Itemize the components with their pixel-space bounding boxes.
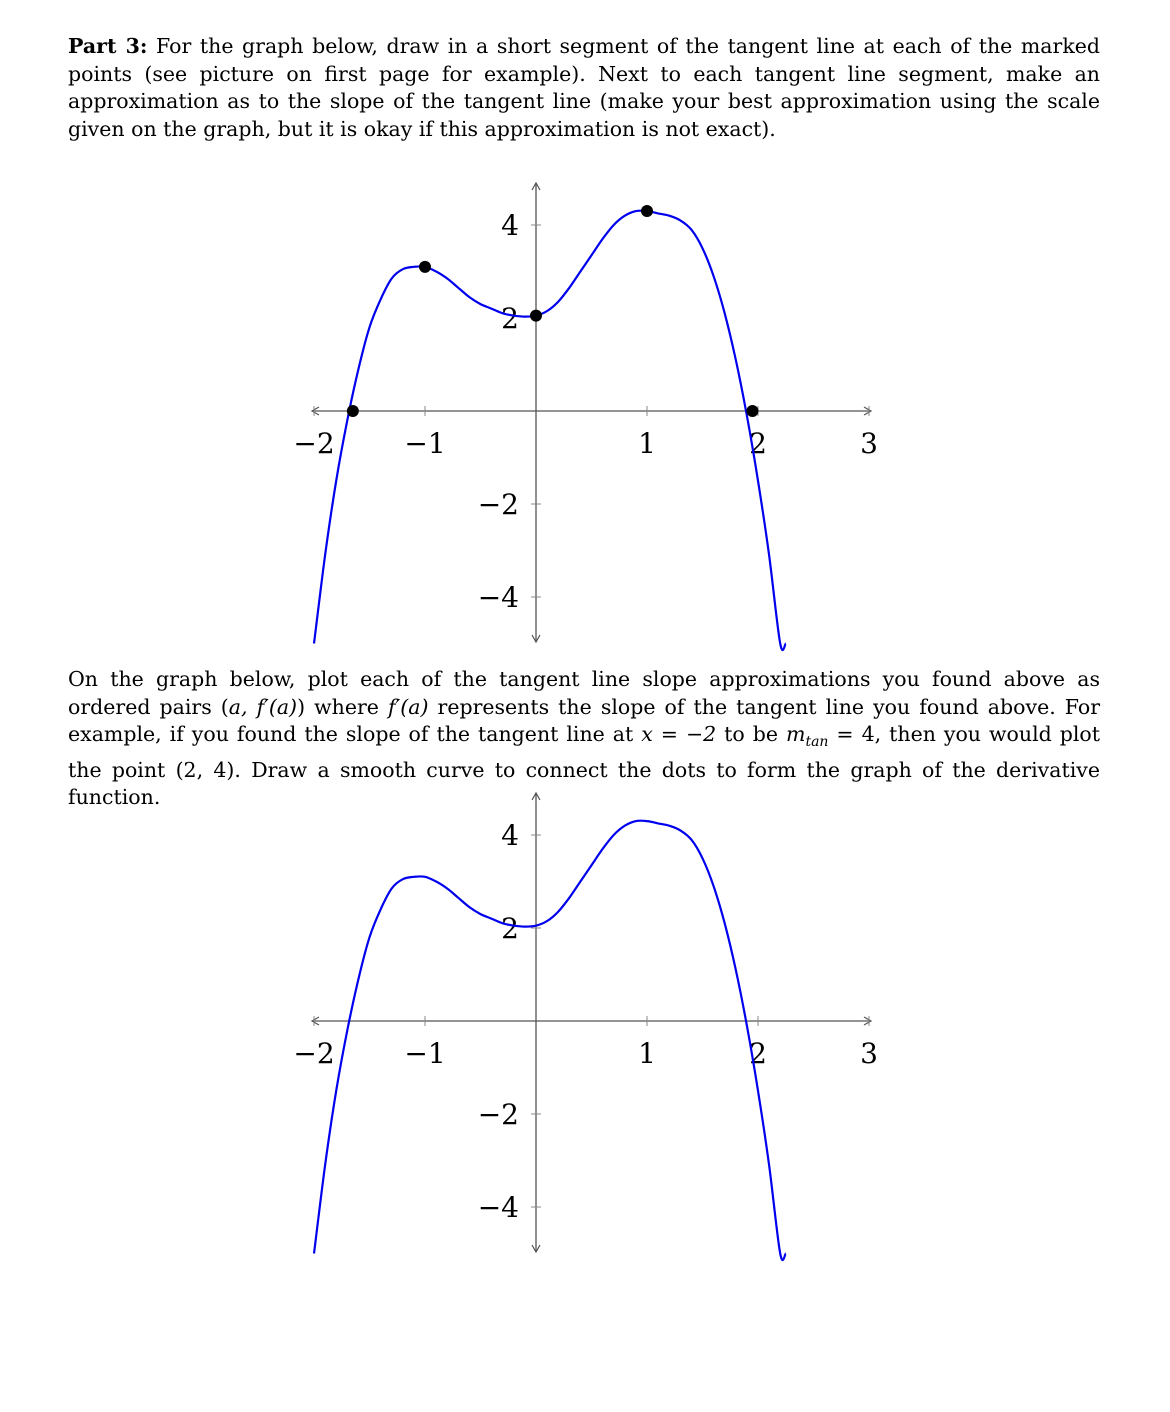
- x-tick-label: 1: [638, 427, 656, 460]
- deriv-point: (2, 4): [175, 757, 235, 782]
- y-tick-label: −4: [477, 581, 519, 614]
- deriv-text-c: represents the slope of the tangent line you found above. For example, if you found the slope of the tangent line at: [68, 694, 1101, 747]
- derivative-graph: [0, 785, 1170, 1265]
- y-tick-label: 2: [501, 302, 519, 335]
- y-tick-label: −2: [477, 488, 519, 521]
- marked-point: [419, 261, 431, 273]
- part3-heading: Part 3:: [68, 34, 148, 58]
- marked-point: [530, 310, 542, 322]
- x-tick-label: 1: [638, 1037, 656, 1070]
- deriv-x-eq: x = −2: [641, 722, 717, 747]
- deriv-text-d: to be: [716, 722, 786, 747]
- part3-instructions: [68, 33, 1100, 143]
- y-tick-label: −4: [477, 1191, 519, 1224]
- x-tick-label: 2: [749, 427, 767, 460]
- x-tick-label: −1: [404, 1037, 446, 1070]
- x-tick-label: −2: [293, 427, 335, 460]
- x-tick-label: −2: [293, 1037, 335, 1070]
- deriv-text-b: ) where: [297, 694, 388, 719]
- x-tick-label: 3: [860, 427, 878, 460]
- marked-point: [347, 405, 359, 417]
- y-tick-label: 2: [501, 912, 519, 945]
- marked-point: [746, 405, 758, 417]
- deriv-text-a: On the graph below, plot each of the tangent line slope approximations you found above as ordered pairs (: [68, 667, 1100, 719]
- function-curve: [314, 821, 786, 1260]
- x-tick-label: 2: [749, 1037, 767, 1070]
- deriv-text-e: , then you would plot the point: [68, 722, 1101, 782]
- deriv-text-f: . Draw a smooth curve to connect the dots to form the graph of the derivative function.: [68, 757, 1100, 810]
- y-tick-label: 4: [501, 209, 519, 242]
- x-tick-label: −1: [404, 427, 446, 460]
- y-tick-label: 4: [501, 819, 519, 852]
- function-curve: [314, 211, 786, 650]
- deriv-pair: a, f′(a): [228, 694, 298, 719]
- deriv-m: m: [785, 722, 806, 747]
- y-tick-label: −2: [477, 1098, 519, 1131]
- function-graph: [0, 175, 1170, 655]
- x-tick-label: 3: [860, 1037, 878, 1070]
- marked-point: [641, 205, 653, 217]
- deriv-fprime: f′(a): [388, 694, 429, 719]
- deriv-m-val: = 4: [828, 722, 875, 747]
- deriv-m-sub: tan: [805, 734, 829, 751]
- part3-text: For the graph below, draw in a short segment of the tangent line at each of the marked points (see picture on first page for example). Next to each tangent line segment, make an approximation as to the slope of the tangent line (make your best approximation using the scale given on the graph, but it is okay if this approximation is not exact).: [68, 34, 1100, 141]
